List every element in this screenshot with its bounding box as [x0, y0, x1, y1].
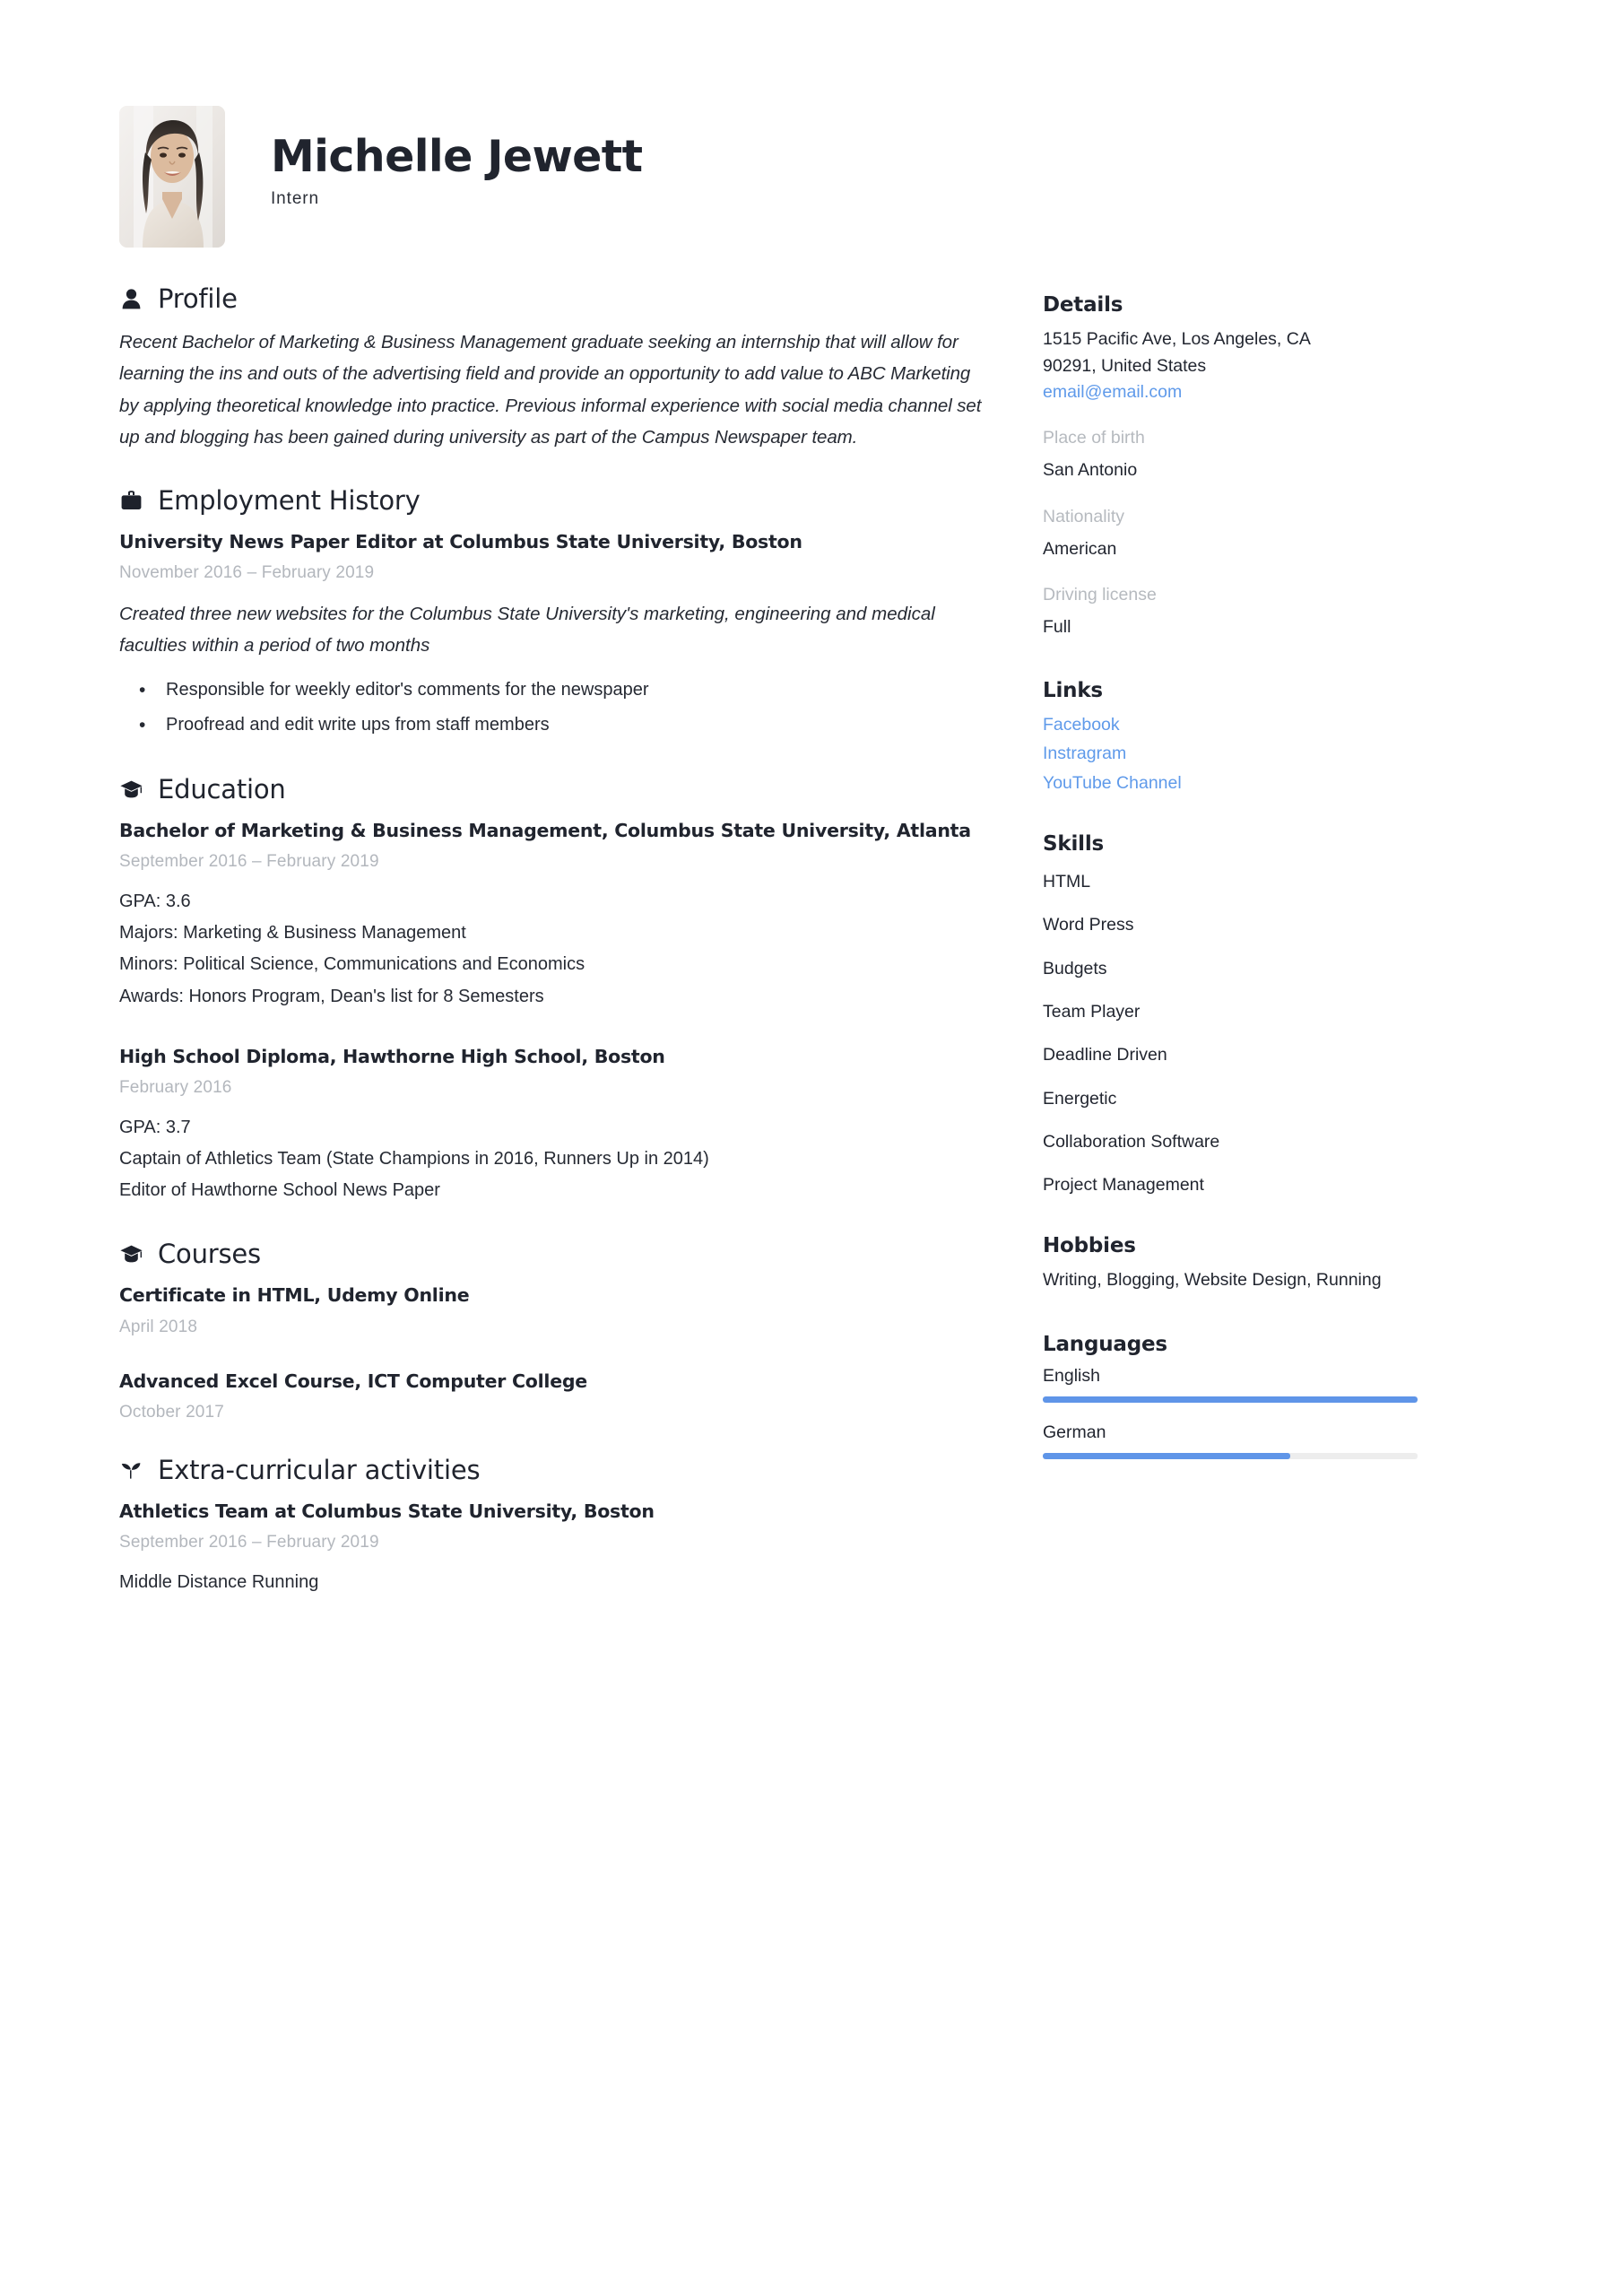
section-courses	[119, 1239, 985, 1422]
detail-line: GPA: 3.7	[119, 1117, 191, 1137]
section-header	[119, 485, 985, 516]
sidebar	[1018, 283, 1484, 1489]
entry-bullet-list	[119, 674, 985, 742]
detail-line: Editor of Hawthorne School News Paper	[119, 1180, 440, 1201]
entry-date: September 2016 – February 2019	[119, 1532, 379, 1552]
entry-title: Certificate in HTML, Udemy Online	[119, 1284, 470, 1307]
entry-details	[119, 1567, 985, 1598]
section-extracurricular	[119, 1455, 985, 1598]
list-item: • Responsible for weekly editor's comments for the newspaper	[164, 674, 985, 707]
detail-line: Majors: Marketing & Business Management	[119, 923, 466, 944]
employment-entry	[119, 528, 985, 742]
sidebar-heading: Skills	[1043, 832, 1105, 857]
language-level-fill	[1043, 1453, 1290, 1459]
entry-details	[119, 886, 985, 1013]
field-label-place-of-birth: Place of birth	[1043, 428, 1145, 448]
entry-date: September 2016 – February 2019	[119, 852, 379, 871]
field-label-driving-license: Driving license	[1043, 585, 1157, 605]
extracurricular-entry	[119, 1498, 985, 1598]
sidebar-heading: Languages	[1043, 1333, 1167, 1357]
entry-title: Athletics Team at Columbus State University, Boston	[119, 1500, 655, 1522]
sidebar-details	[1043, 293, 1484, 641]
person-icon	[119, 285, 143, 312]
section-education	[119, 774, 985, 1207]
field-value-place-of-birth: San Antonio	[1043, 460, 1138, 481]
sidebar-heading: Hobbies	[1043, 1233, 1136, 1257]
sidebar-languages	[1043, 1333, 1484, 1459]
detail-line: GPA: 3.6	[119, 891, 191, 911]
email-link[interactable]: email@email.com	[1043, 382, 1183, 403]
entry-description: Created three new websites for the Columbus State University's marketing, engineering and medical faculties within a period of two months	[119, 604, 935, 657]
skill-item: Collaboration Software	[1043, 1131, 1220, 1152]
list-item: • Proofread and edit write ups from staff members	[164, 709, 985, 742]
address-line-1: 1515 Pacific Ave, Los Angeles, CA	[1043, 329, 1311, 349]
entry-title: High School Diploma, Hawthorne High School, Boston	[119, 1045, 665, 1067]
language-level-track	[1043, 1453, 1418, 1459]
section-header	[119, 1239, 985, 1269]
skill-item: Project Management	[1043, 1175, 1204, 1196]
entry-title: Advanced Excel Course, ICT Computer College	[119, 1370, 587, 1392]
entry-title: Bachelor of Marketing & Business Management, Columbus State University, Atlanta	[119, 819, 971, 841]
education-entry	[119, 817, 985, 1013]
field-value-driving-license: Full	[1043, 617, 1071, 638]
entry-date: April 2018	[119, 1317, 198, 1336]
sprout-icon	[119, 1457, 143, 1483]
entry-details	[119, 1112, 985, 1207]
resume-header	[0, 0, 1622, 248]
sidebar-links	[1043, 679, 1484, 797]
entry-date: October 2017	[119, 1402, 224, 1422]
hobbies-text: Writing, Blogging, Website Design, Running	[1043, 1269, 1382, 1290]
section-header	[119, 283, 985, 314]
links-list	[1043, 712, 1484, 797]
skill-item: Energetic	[1043, 1088, 1117, 1109]
job-title: Intern	[271, 189, 319, 209]
sidebar-skills	[1043, 832, 1484, 1197]
section-header	[119, 774, 985, 804]
course-entry	[119, 1368, 985, 1422]
page-title: Michelle Jewett	[271, 130, 643, 182]
detail-line: Minors: Political Science, Communications and Economics	[119, 954, 585, 975]
skill-item: HTML	[1043, 872, 1091, 892]
course-entry	[119, 1282, 985, 1336]
section-header	[119, 1455, 985, 1485]
briefcase-icon	[119, 487, 143, 514]
main-column	[0, 283, 1018, 1631]
field-label-nationality: Nationality	[1043, 506, 1125, 526]
link-youtube-channel[interactable]: YouTube Channel	[1043, 773, 1182, 794]
section-employment	[119, 485, 985, 742]
profile-text: Recent Bachelor of Marketing & Business Management graduate seeking an internship that will allow for learning the ins and outs of the advertising field and provide an opportunity to add value to ABC Marketing by applying theoretical knowledge into practice. Previous informal experience with social media channel set up and blogging has been gained during university as part of the Campus Newspaper team.	[119, 332, 982, 448]
detail-line: Middle Distance Running	[119, 1571, 319, 1592]
sidebar-hobbies	[1043, 1234, 1484, 1294]
section-title: Courses	[158, 1239, 261, 1270]
section-title: Profile	[158, 283, 238, 314]
address-line-2: 90291, United States	[1043, 355, 1207, 376]
section-title: Education	[158, 773, 286, 804]
section-title: Extra-curricular activities	[158, 1454, 481, 1485]
portrait-photo-icon	[119, 106, 225, 248]
education-entry	[119, 1043, 985, 1207]
skill-item: Team Player	[1043, 1002, 1141, 1022]
resume-body	[0, 248, 1622, 1631]
entry-title: University News Paper Editor at Columbus State University, Boston	[119, 531, 802, 552]
sidebar-heading: Links	[1043, 678, 1103, 702]
language-name: German	[1043, 1422, 1106, 1443]
link-instagram[interactable]: Instragram	[1043, 744, 1127, 764]
skill-item: Deadline Driven	[1043, 1045, 1167, 1065]
detail-line: Captain of Athletics Team (State Champions in 2016, Runners Up in 2014)	[119, 1149, 709, 1170]
link-facebook[interactable]: Facebook	[1043, 714, 1120, 735]
skill-item: Budgets	[1043, 958, 1107, 978]
sidebar-heading: Details	[1043, 293, 1123, 317]
skill-item: Word Press	[1043, 915, 1134, 935]
language-level-fill	[1043, 1396, 1418, 1403]
section-profile	[119, 283, 985, 453]
section-title: Employment History	[158, 485, 421, 516]
entry-date: November 2016 – February 2019	[119, 563, 375, 583]
language-name: English	[1043, 1366, 1100, 1387]
avatar	[119, 106, 225, 248]
language-item	[1043, 1422, 1484, 1459]
detail-line: Awards: Honors Program, Dean's list for 8 Semesters	[119, 986, 544, 1006]
field-value-nationality: American	[1043, 538, 1117, 559]
entry-date: February 2016	[119, 1077, 232, 1097]
header-text	[225, 130, 643, 221]
language-level-track	[1043, 1396, 1418, 1403]
graduation-cap-icon	[119, 776, 143, 803]
graduation-cap-icon	[119, 1240, 143, 1267]
language-item	[1043, 1366, 1484, 1403]
